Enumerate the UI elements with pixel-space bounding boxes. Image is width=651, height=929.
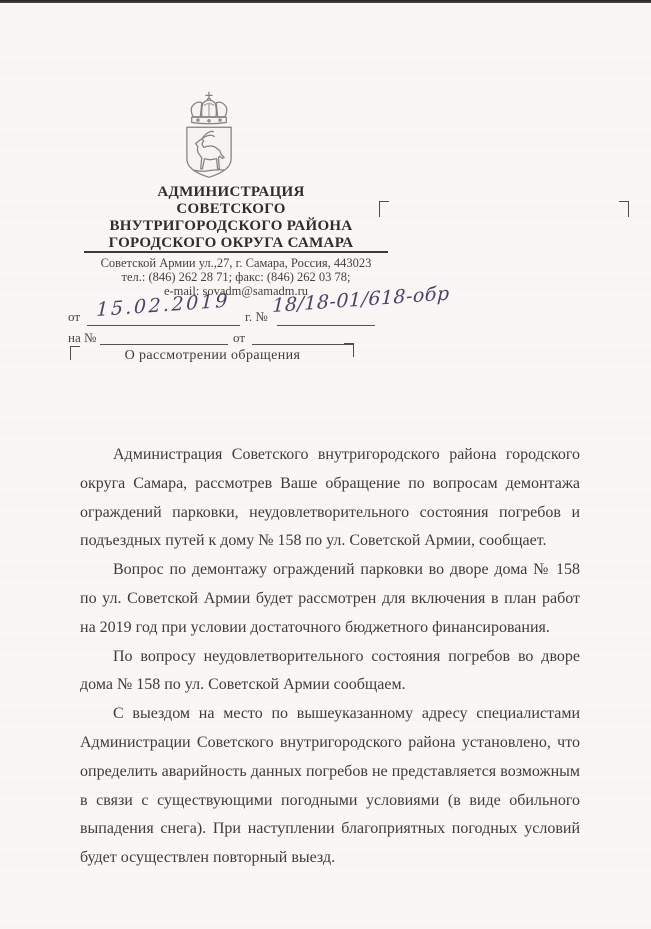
samara-coat-of-arms-icon xyxy=(184,90,234,180)
letter-body xyxy=(80,441,580,873)
number-label: г. № xyxy=(245,309,268,324)
subject-line: О рассмотрении обращения xyxy=(124,348,301,363)
email: e-mail: sovadm@samadm.ru xyxy=(163,283,309,298)
scan-edge-artifact xyxy=(0,0,651,3)
body-paragraph: Администрация Советского внутригородского района городского округа Самара, рассмотрев Ваше обращение по вопросам демонтажа ограждений парковки, неудовлетворительного состояния погребов и подъездных путей к дому № 158 по ул. Советской Армии, сообщает. xyxy=(80,446,580,550)
reply-label: на № xyxy=(68,330,97,345)
reply-number-blank-line xyxy=(100,330,228,345)
subject-corner-mark-left xyxy=(70,346,80,360)
handwritten-number: 18/18-01/618-обр xyxy=(272,282,450,317)
date-label: от xyxy=(68,309,81,324)
reply-date-blank-line xyxy=(252,330,354,345)
letterhead-divider xyxy=(84,251,388,253)
org-name-block xyxy=(70,184,392,252)
org-name-line: ВНУТРИГОРОДСКОГО РАЙОНА xyxy=(109,218,353,234)
subject-corner-mark-right xyxy=(344,343,354,357)
org-name-line: АДМИНИСТРАЦИЯ xyxy=(157,184,305,200)
body-paragraph: По вопросу неудовлетворительного состояния погребов во дворе дома № 158 по ул. Советской Армии сообщаем. xyxy=(80,647,580,694)
reply-from-label: от xyxy=(233,330,246,345)
body-paragraph: Вопрос по демонтажу ограждений парковки во дворе дома № 158 по ул. Советской Армии будет рассмотрен для включения в план работ на 2019 год при условии достаточного бюджетного финансирования. xyxy=(80,561,580,636)
addressee-corner-mark-right xyxy=(619,201,629,217)
phone-fax: тел.: (846) 262 28 71; факс: (846) 262 03 78; xyxy=(121,269,351,284)
handwritten-date: 15.02.2019 xyxy=(96,289,231,321)
body-paragraph: С выездом на место по вышеуказанному адресу специалистами Администрации Советского внутригородского района установлено, что определить аварийность данных погребов не представляется возможным в связи с существующими погодными условиями (в виде обильного выпадения снега). При наступлении благоприятных погодных условий будет осуществлен повторный выезд. xyxy=(80,705,580,867)
postal-address: Советской Армии ул.,27, г. Самара, Россия, 443023 xyxy=(100,256,372,270)
org-name-line: ГОРОДСКОГО ОКРУГА САМАРА xyxy=(108,235,354,251)
addressee-corner-mark-left xyxy=(379,201,389,217)
org-name-line: СОВЕТСКОГО xyxy=(176,201,286,217)
